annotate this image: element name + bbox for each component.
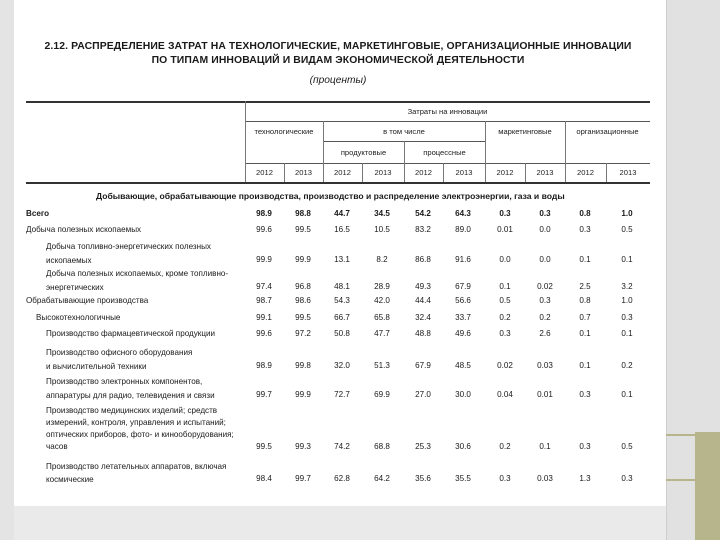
table-cell: 0.5 [621, 442, 633, 451]
row-label-line: измерений, контроля, управления и испытаний; [46, 418, 226, 427]
row-label [36, 312, 120, 324]
table-cell: 0.2 [499, 313, 511, 322]
row-label-line: космические [46, 475, 94, 484]
table-cell: 48.5 [455, 361, 471, 370]
header-rule-3 [245, 163, 650, 164]
header-costs: Затраты на инновации [407, 107, 488, 116]
header-year: 2013 [374, 168, 392, 177]
table-cell: 99.7 [295, 474, 311, 483]
table-cell: 0.2 [621, 361, 633, 370]
table-cell: 86.8 [415, 255, 431, 264]
table-cell: 28.9 [374, 282, 390, 291]
table-cell: 99.1 [256, 313, 272, 322]
table-cell: 47.7 [374, 329, 390, 338]
table-cell: 0.1 [579, 255, 591, 264]
table-cell: 0.5 [499, 296, 511, 305]
table-cell: 98.7 [256, 296, 272, 305]
table-cell: 67.9 [455, 282, 471, 291]
row-label-line: Обрабатывающие производства [26, 296, 149, 305]
table-cell: 35.6 [415, 474, 431, 483]
table-cell: 51.3 [374, 361, 390, 370]
table-cell: 0.01 [497, 225, 513, 234]
table-cell: 0.1 [579, 329, 591, 338]
table-cell: 0.3 [539, 296, 551, 305]
row-label-line: и вычислительной техники [46, 362, 147, 371]
table-cell: 64.3 [455, 209, 471, 218]
table-cell: 13.1 [334, 255, 350, 264]
table-cell: 0.3 [621, 313, 633, 322]
table-cell: 0.8 [579, 296, 591, 305]
header-year: 2013 [536, 168, 554, 177]
table-cell: 0.3 [499, 474, 511, 483]
table-cell: 0.1 [579, 361, 591, 370]
header-marketing: маркетинговые [498, 127, 552, 136]
table-cell: 50.8 [334, 329, 350, 338]
table-cell: 3.2 [621, 282, 633, 291]
table-cell: 30.0 [455, 390, 471, 399]
row-label [46, 460, 226, 486]
table-cell: 67.9 [415, 361, 431, 370]
header-year: 2012 [496, 168, 514, 177]
table-cell: 2.5 [579, 282, 591, 291]
table-cell: 49.6 [455, 329, 471, 338]
table-cell: 0.1 [499, 282, 511, 291]
table-cell: 0.1 [539, 442, 551, 451]
table-cell: 42.0 [374, 296, 390, 305]
table-cell: 0.04 [497, 390, 513, 399]
section-title: Добывающие, обрабатывающие производства, производство и распределение электроэнергии, газа и воды [96, 191, 565, 201]
table-cell: 0.0 [539, 255, 551, 264]
row-label [46, 328, 215, 340]
table-cell: 0.03 [537, 361, 553, 370]
table-cell: 98.8 [295, 209, 311, 218]
table-cell: 74.2 [334, 442, 350, 451]
header-process: процессные [423, 148, 466, 157]
table-cell: 99.9 [256, 255, 272, 264]
table-cell: 0.1 [621, 255, 633, 264]
slide-bottom-band [14, 506, 666, 540]
table-cell: 99.8 [295, 361, 311, 370]
table-cell: 0.0 [499, 255, 511, 264]
table-title [26, 40, 650, 68]
table-cell: 99.5 [295, 225, 311, 234]
header-year: 2012 [577, 168, 594, 177]
table-cell: 99.9 [295, 390, 311, 399]
table-cell: 8.2 [376, 255, 388, 264]
table-cell: 99.5 [295, 313, 311, 322]
table-cell: 0.3 [579, 390, 591, 399]
row-label [46, 405, 234, 453]
header-top-rule [26, 101, 650, 103]
accent-block [695, 432, 720, 540]
table-cell: 64.2 [374, 474, 390, 483]
header-product: продуктовые [340, 148, 387, 157]
row-label [46, 240, 211, 268]
table-cell: 35.5 [455, 474, 471, 483]
row-label-line: часов [46, 442, 68, 451]
table-cell: 1.0 [621, 296, 633, 305]
table-cell: 99.9 [295, 255, 311, 264]
row-label-line: Производство летательных аппаратов, включая [46, 462, 227, 471]
table-cell: 0.3 [579, 442, 591, 451]
row-label-line: Производство фармацевтической продукции [46, 329, 216, 338]
table-cell: 0.7 [579, 313, 591, 322]
table-cell: 99.5 [256, 442, 272, 451]
row-label-line: Всего [26, 209, 50, 218]
table-cell: 44.4 [415, 296, 431, 305]
header-year: 2013 [295, 168, 312, 177]
table-cell: 0.5 [621, 225, 633, 234]
table-cell: 62.8 [334, 474, 350, 483]
table-cell: 0.2 [539, 313, 551, 322]
table-cell: 91.6 [455, 255, 471, 264]
row-label-line: Добыча полезных ископаемых, кроме топливно- [46, 269, 229, 278]
table-cell: 49.3 [415, 282, 431, 291]
table-cell: 48.1 [334, 282, 350, 291]
row-label-line: Производство медицинских изделий; средств [46, 406, 218, 415]
header-bottom-rule [26, 182, 650, 184]
row-label [26, 295, 148, 307]
table-cell: 98.6 [295, 296, 311, 305]
table-cell: 83.2 [415, 225, 431, 234]
row-label-line: Производство офисного оборудования [46, 348, 193, 357]
table-cell: 30.6 [455, 442, 471, 451]
table-cell: 0.3 [499, 329, 511, 338]
table-cell: 0.2 [499, 442, 511, 451]
table-cell: 44.7 [334, 209, 350, 218]
table-cell: 98.9 [256, 361, 272, 370]
table-cell: 48.8 [415, 329, 431, 338]
table-cell: 72.7 [334, 390, 350, 399]
table-cell: 99.6 [256, 225, 272, 234]
table-cell: 0.3 [539, 209, 551, 218]
row-label [26, 224, 141, 236]
table-cell: 0.3 [499, 209, 511, 218]
table-cell: 0.3 [621, 474, 633, 483]
table-cell: 65.8 [374, 313, 390, 322]
table-cell: 34.5 [374, 209, 390, 218]
table-cell: 97.4 [256, 282, 272, 291]
header-including: в том числе [383, 127, 425, 136]
table-page [26, 0, 650, 506]
table-cell: 56.6 [455, 296, 471, 305]
table-cell: 32.0 [334, 361, 350, 370]
header-technological: технологические [254, 127, 314, 136]
table-cell: 32.4 [415, 313, 431, 322]
table-cell: 1.0 [621, 209, 633, 218]
row-label-line: Добыча полезных ископаемых [26, 225, 142, 234]
table-cell: 98.9 [256, 209, 272, 218]
row-label [46, 346, 192, 374]
table-cell: 99.3 [295, 442, 311, 451]
header-organizational: организационные [576, 127, 639, 136]
header-year: 2012 [334, 168, 351, 177]
row-label-line: энергетических [46, 283, 104, 292]
table-cell: 33.7 [455, 313, 471, 322]
row-label [46, 375, 215, 403]
row-label-line: Добыча топливно-энергетических полезных [46, 242, 211, 251]
table-cell: 1.3 [579, 474, 591, 483]
table-cell: 2.6 [539, 329, 551, 338]
row-label-line: аппаратуры для радио, телевидения и связи [46, 391, 215, 400]
table-cell: 54.2 [415, 209, 431, 218]
table-cell: 27.0 [415, 390, 431, 399]
table-cell: 68.8 [374, 442, 390, 451]
table-cell: 96.8 [295, 282, 311, 291]
row-label-line: Высокотехнологичные [36, 313, 121, 322]
table-cell: 69.9 [374, 390, 390, 399]
table-cell: 98.4 [256, 474, 272, 483]
row-label [26, 208, 49, 220]
table-cell: 0.1 [621, 329, 633, 338]
table-cell: 99.6 [256, 329, 272, 338]
header-year: 2012 [415, 168, 432, 177]
table-cell: 0.02 [537, 282, 553, 291]
table-cell: 25.3 [415, 442, 431, 451]
header-rule-1 [245, 121, 650, 122]
row-label [46, 267, 228, 295]
header-year: 2012 [256, 168, 273, 177]
table-cell: 0.0 [539, 225, 551, 234]
table-title-line-2: ПО ТИПАМ ИННОВАЦИЙ И ВИДАМ ЭКОНОМИЧЕСКОЙ ДЕЯТЕЛЬНОСТИ [151, 55, 525, 66]
table-cell: 0.8 [579, 209, 591, 218]
table-cell: 89.0 [455, 225, 471, 234]
table-cell: 0.1 [621, 390, 633, 399]
table-cell: 10.5 [374, 225, 390, 234]
row-label-line: оптических приборов, фото- и кинооборудования; [46, 430, 234, 439]
header-year: 2013 [455, 168, 473, 177]
row-label-line: ископаемых [46, 256, 92, 265]
table-cell: 66.7 [334, 313, 350, 322]
table-cell: 99.7 [256, 390, 272, 399]
table-units: (проценты) [309, 75, 367, 86]
table-title-line-1: 2.12. РАСПРЕДЕЛЕНИЕ ЗАТРАТ НА ТЕХНОЛОГИЧЕСКИЕ, МАРКЕТИНГОВЫЕ, ОРГАНИЗАЦИОННЫЕ ИННОВАЦИИ [44, 41, 632, 52]
table-cell: 97.2 [295, 329, 311, 338]
table-cell: 54.3 [334, 296, 350, 305]
table-cell: 16.5 [334, 225, 350, 234]
table-cell: 0.01 [537, 390, 553, 399]
header-year: 2013 [619, 168, 637, 177]
table-cell: 0.02 [497, 361, 513, 370]
table-cell: 0.03 [537, 474, 553, 483]
row-label-line: Производство электронных компонентов, [46, 377, 203, 386]
table-cell: 0.3 [579, 225, 591, 234]
slide-left-margin [0, 0, 14, 540]
